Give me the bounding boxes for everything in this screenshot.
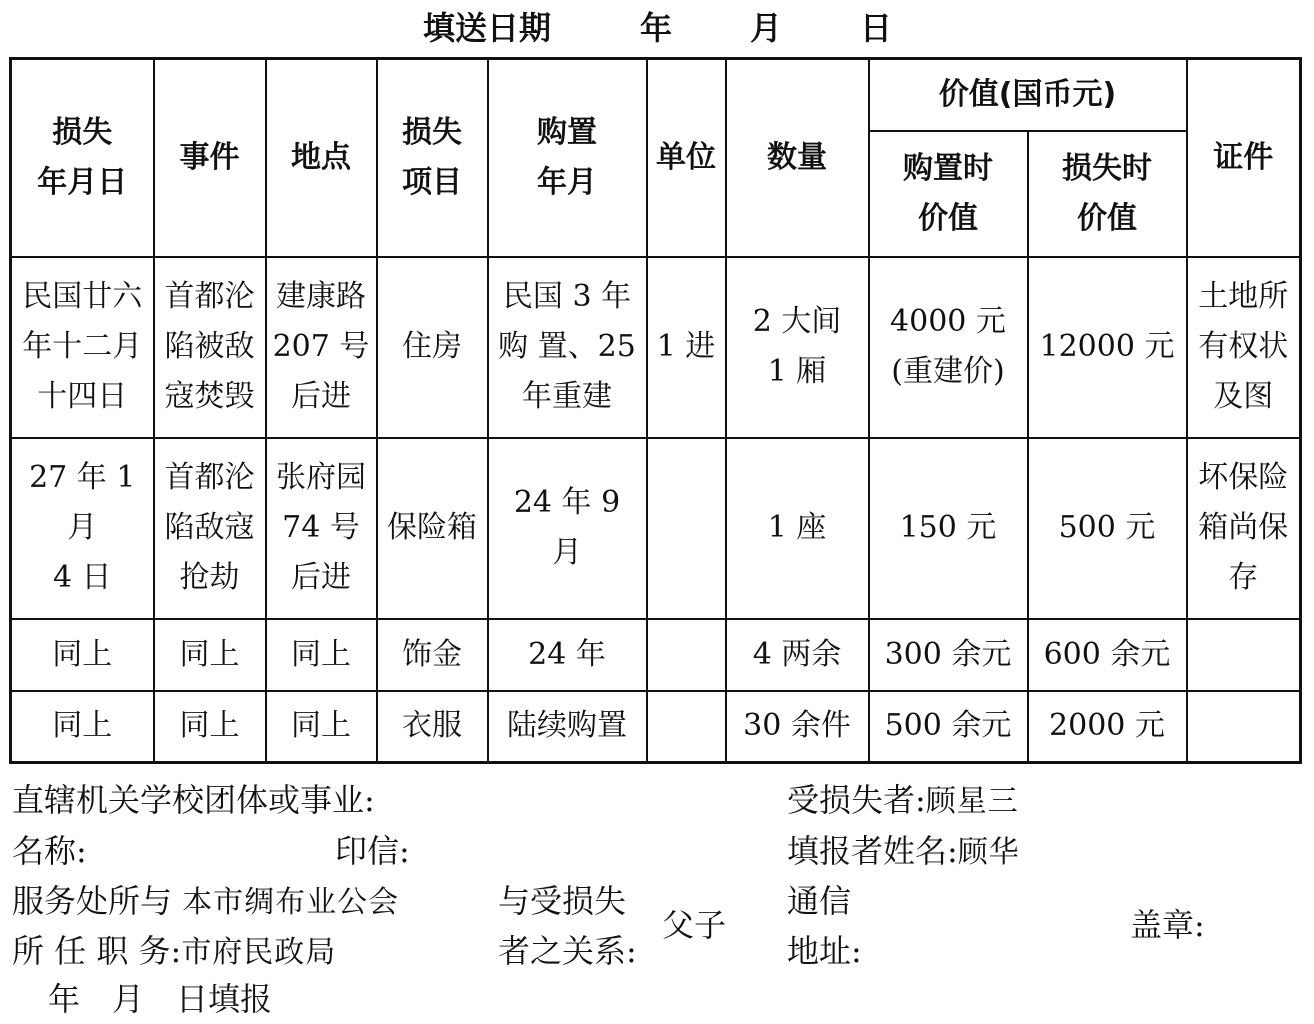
cell-purchase-date: 24 年 9 月 <box>488 438 647 619</box>
cell-item: 住房 <box>377 257 488 438</box>
cell-certificate <box>1187 619 1301 691</box>
cell-event: 首都沦陷被敌寇焚毁 <box>154 257 266 438</box>
cell-quantity: 30 余件 <box>726 691 869 763</box>
cell-unit <box>647 619 726 691</box>
reporter-label: 填报者姓名: <box>787 832 958 870</box>
cell-place: 张府园74 号后进 <box>266 438 377 619</box>
header-event: 事件 <box>154 59 266 257</box>
cell-loss-date: 27 年 1 月 4 日 <box>11 438 154 619</box>
cell-quantity: 2 大间 1 厢 <box>726 257 869 438</box>
position-line <box>12 926 336 978</box>
cell-value-loss: 600 余元 <box>1028 619 1187 691</box>
office-label: 服务处所与 <box>12 882 173 920</box>
report-date-year: 年 <box>640 9 673 47</box>
cell-quantity: 4 两余 <box>726 619 869 691</box>
header-value-group: 价值(国币元) <box>869 59 1187 131</box>
cell-item: 保险箱 <box>377 438 488 619</box>
name-label: 名称: <box>12 832 87 870</box>
table-row <box>11 438 1301 619</box>
victim-label: 受损失者: <box>787 781 926 819</box>
header-item: 损失 项目 <box>377 59 488 257</box>
office-value: 本市绸布业公会 <box>182 885 400 920</box>
office-line <box>12 876 399 928</box>
cell-unit <box>647 691 726 763</box>
cell-value-loss: 500 元 <box>1028 438 1187 619</box>
cell-purchase-date: 民国 3 年购 置、25年重建 <box>488 257 647 438</box>
cell-item: 饰金 <box>377 619 488 691</box>
header-unit: 单位 <box>647 59 726 257</box>
cell-loss-date: 民国廿六年十二月十四日 <box>11 257 154 438</box>
cell-event: 同上 <box>154 691 266 763</box>
position-value: 市府民政局 <box>181 935 337 970</box>
cell-value-loss: 12000 元 <box>1028 257 1187 438</box>
relation-value: 父子 <box>662 906 727 944</box>
header-value-purchase: 购置时 价值 <box>869 131 1028 257</box>
header-place: 地点 <box>266 59 377 257</box>
report-date-label: 填送日期 <box>423 9 552 47</box>
cell-value-purchase: 150 元 <box>869 438 1028 619</box>
cell-value-purchase: 500 余元 <box>869 691 1028 763</box>
cell-place: 建康路207 号后进 <box>266 257 377 438</box>
relation-label-2: 者之关系: <box>498 932 637 970</box>
contact-label: 通信 <box>787 882 852 920</box>
org-label: 直辖机关学校团体或事业: <box>12 781 375 819</box>
cell-unit <box>647 438 726 619</box>
header-loss-date: 损失 年月日 <box>11 59 154 257</box>
victim-value: 顾星三 <box>925 784 1019 819</box>
table-row <box>11 257 1301 438</box>
header-value-loss: 损失时 价值 <box>1028 131 1187 257</box>
relation-label-1: 与受损失 <box>498 882 627 920</box>
cell-certificate: 坏保险箱尚保存 <box>1187 438 1301 619</box>
reporter-value: 顾华 <box>957 835 1020 870</box>
table-row <box>11 619 1301 691</box>
header-quantity: 数量 <box>726 59 869 257</box>
cell-value-purchase: 300 余元 <box>869 619 1028 691</box>
report-date-day: 日 <box>860 9 893 47</box>
header-purchase-date: 购置 年月 <box>488 59 647 257</box>
reporter-line <box>787 826 1020 878</box>
cell-loss-date: 同上 <box>11 619 154 691</box>
cell-loss-date: 同上 <box>11 691 154 763</box>
cell-value-purchase: 4000 元 (重建价) <box>869 257 1028 438</box>
stamp-label: 盖章: <box>1130 906 1205 944</box>
fill-date: 年 月 日填报 <box>48 980 273 1018</box>
cell-certificate: 土地所有权状及图 <box>1187 257 1301 438</box>
table-row <box>11 691 1301 763</box>
cell-certificate <box>1187 691 1301 763</box>
report-date-month: 月 <box>750 9 783 47</box>
cell-item: 衣服 <box>377 691 488 763</box>
report-date-header <box>0 6 1314 50</box>
cell-purchase-date: 24 年 <box>488 619 647 691</box>
cell-place: 同上 <box>266 619 377 691</box>
cell-place: 同上 <box>266 691 377 763</box>
address-label: 地址: <box>787 932 862 970</box>
cell-purchase-date: 陆续购置 <box>488 691 647 763</box>
header-certificate: 证件 <box>1187 59 1301 257</box>
cell-event: 首都沦陷敌寇抢劫 <box>154 438 266 619</box>
cell-event: 同上 <box>154 619 266 691</box>
seal-label: 印信: <box>335 832 410 870</box>
cell-unit: 1 进 <box>647 257 726 438</box>
victim-line <box>787 775 1019 827</box>
cell-value-loss: 2000 元 <box>1028 691 1187 763</box>
cell-quantity: 1 座 <box>726 438 869 619</box>
position-label: 所 任 职 务: <box>12 932 182 970</box>
loss-report-table <box>9 57 1302 764</box>
